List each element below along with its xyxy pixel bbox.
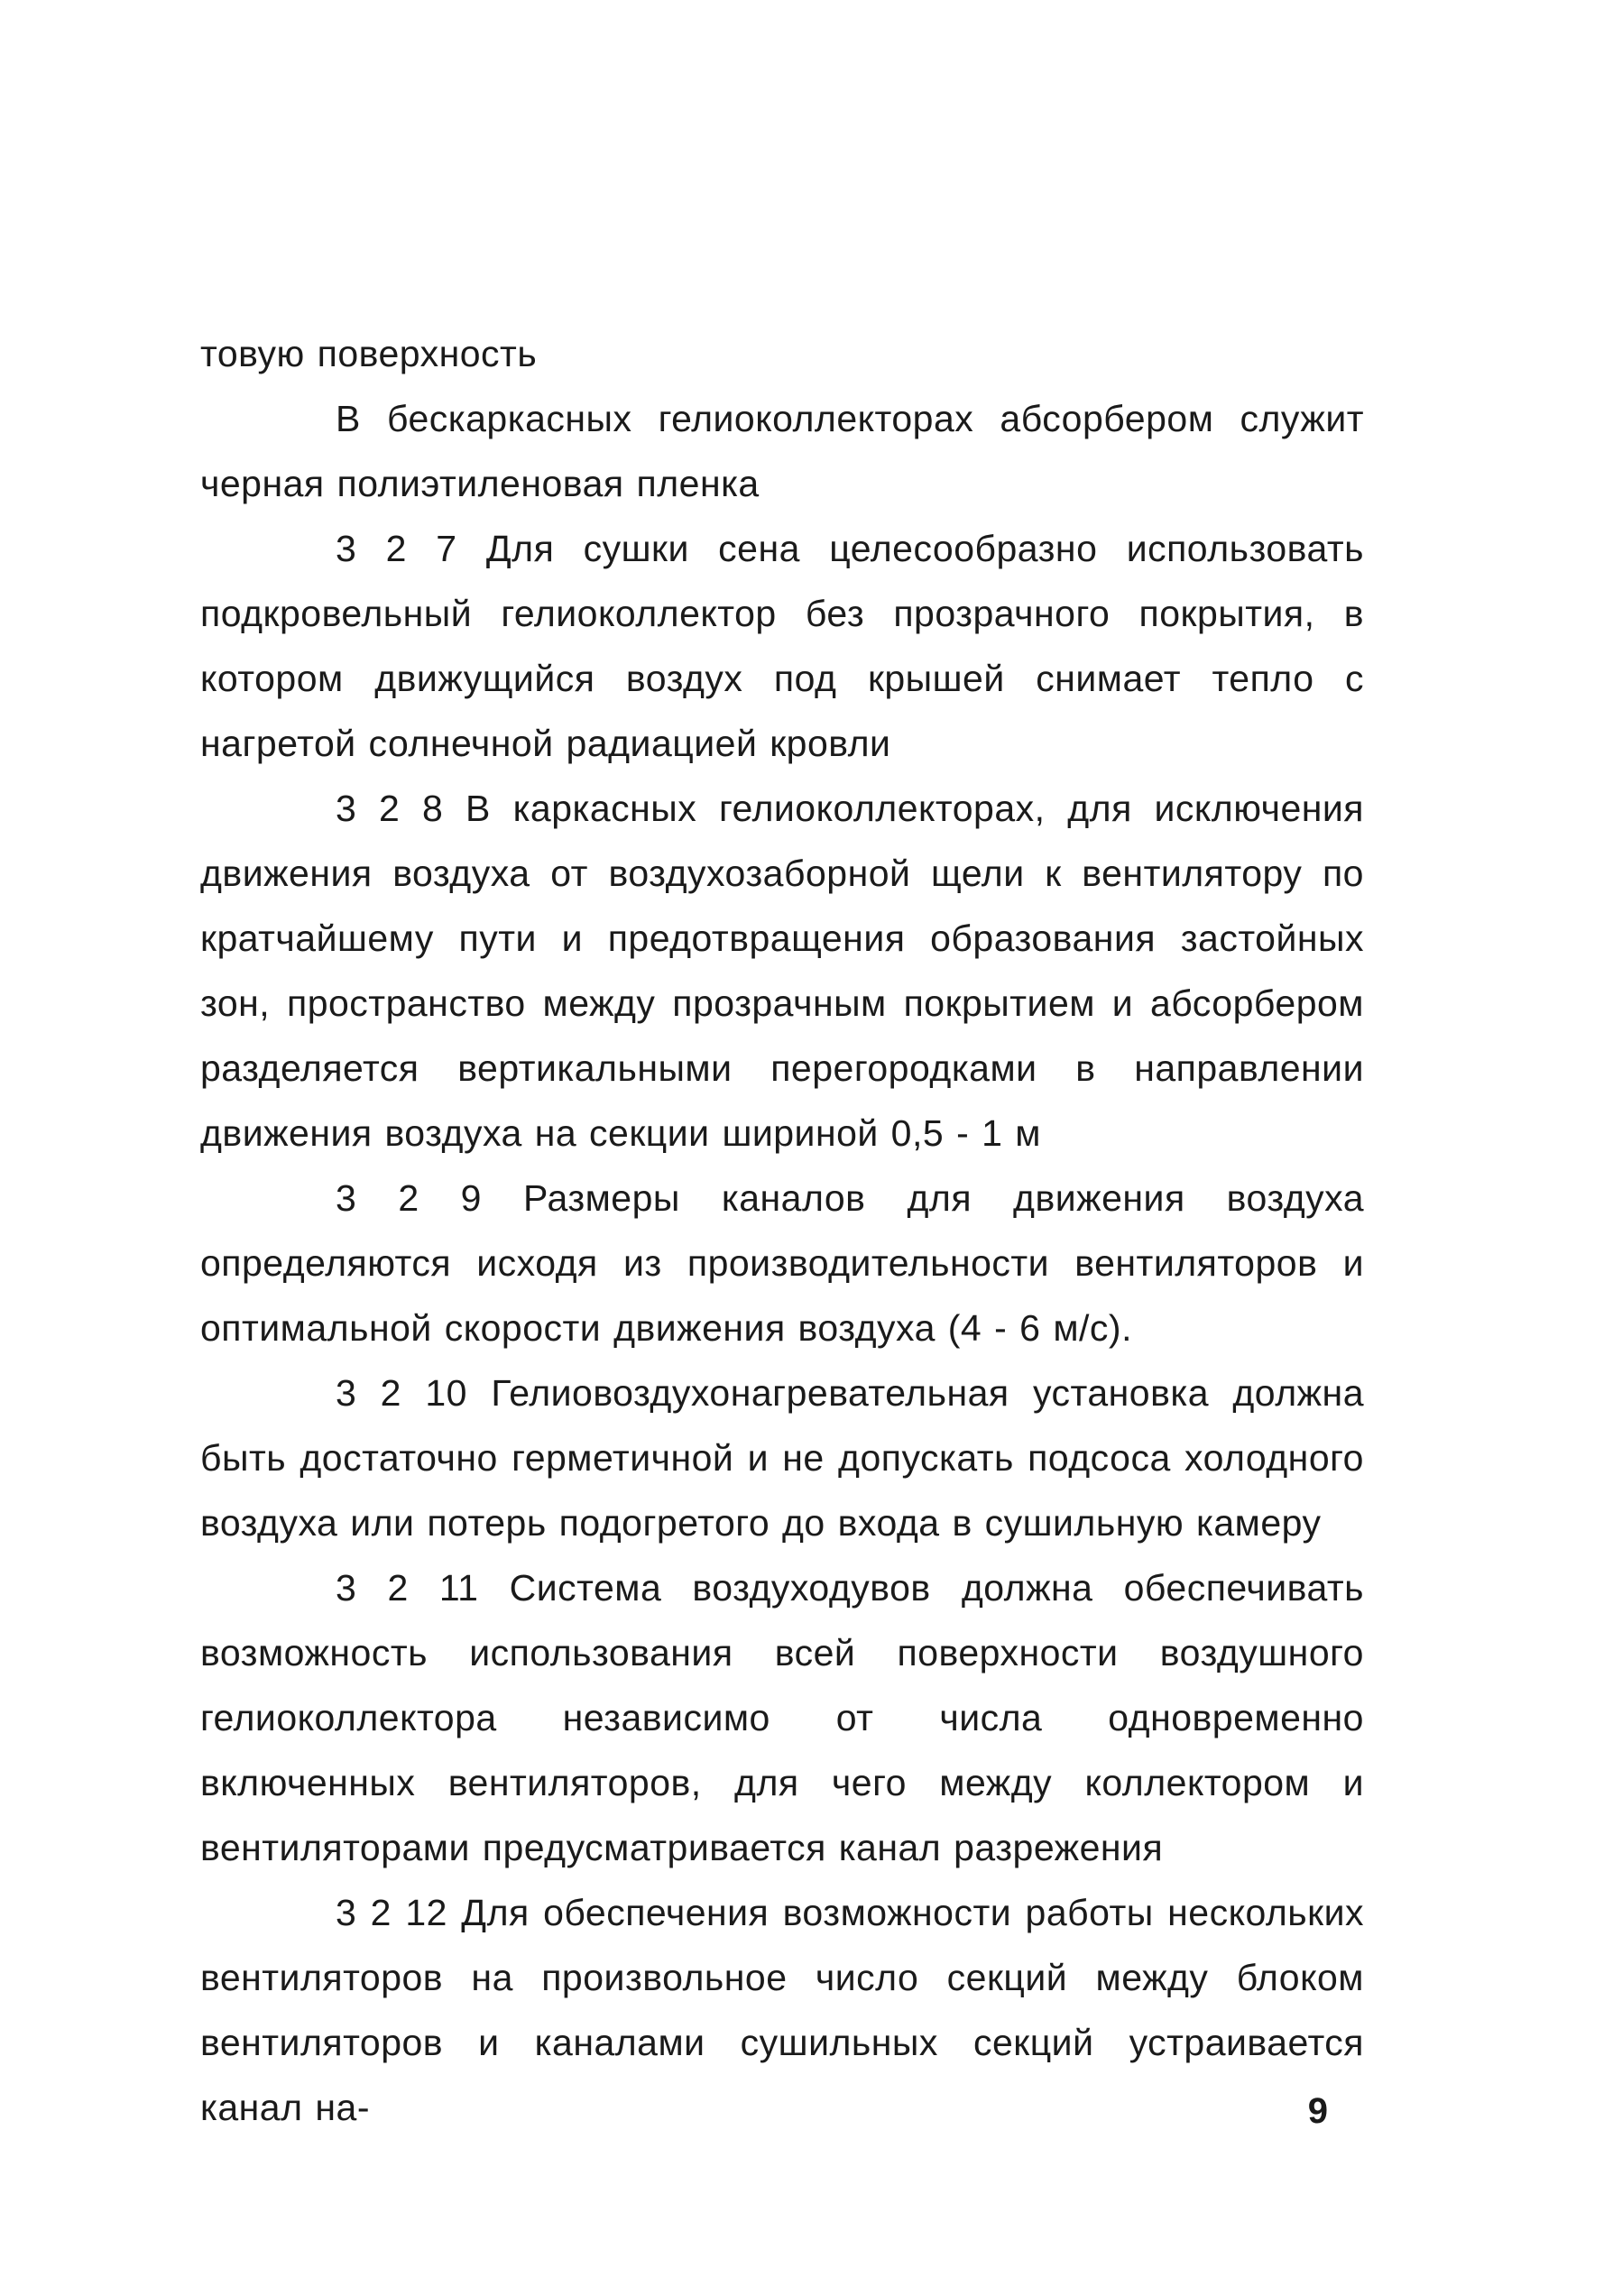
paragraph-3-2-10: 3 2 10 Гелиовоздухонагревательная установка должна быть достаточно герметичной и не допускать подсоса холодного воздуха или потерь подогретого до входа в сушильную камеру xyxy=(200,1372,1364,1544)
paragraph-3-2-12: 3 2 12 Для обеспечения возможности работы нескольких вентиляторов на произвольное число секций между блоком вентиляторов и каналами сушильных секций устраивается канал на- xyxy=(200,1892,1364,2128)
paragraph-3-2-9: 3 2 9 Размеры каналов для движения воздуха определяются исходя из производительности вентиляторов и оптимальной скорости движения воздуха (4 - 6 м/с). xyxy=(200,1177,1364,1349)
body-text xyxy=(200,321,1364,2140)
paragraph-absorber: В бескаркасных гелиоколлекторах абсорбером служит черная полиэтиленовая пленка xyxy=(200,398,1364,504)
page-number: 9 xyxy=(1307,2091,1328,2131)
paragraph-3-2-7: 3 2 7 Для сушки сена целесообразно использовать подкровельный гелиоколлектор без прозрачного покрытия, в котором движущийся воздух под крышей снимает тепло с нагретой солнечной радиацией кровли xyxy=(200,528,1364,764)
paragraph-3-2-11: 3 2 11 Система воздуходувов должна обеспечивать возможность использования всей поверхности воздушного гелиоколлектора независимо от числа одновременно включенных вентиляторов, для чего между коллектором и вентиляторами предусматривается канал разрежения xyxy=(200,1567,1364,1868)
paragraph-3-2-8: 3 2 8 В каркасных гелиоколлекторах, для исключения движения воздуха от воздухозаборной щели к вентилятору по кратчайшему пути и предотвращения образования застойных зон, пространство между прозрачным покрытием и абсорбером разделяется вертикальными перегородками в направлении движения воздуха на секции шириной 0,5 - 1 м xyxy=(200,788,1364,1154)
paragraph-continuation: товую поверхность xyxy=(200,333,538,374)
